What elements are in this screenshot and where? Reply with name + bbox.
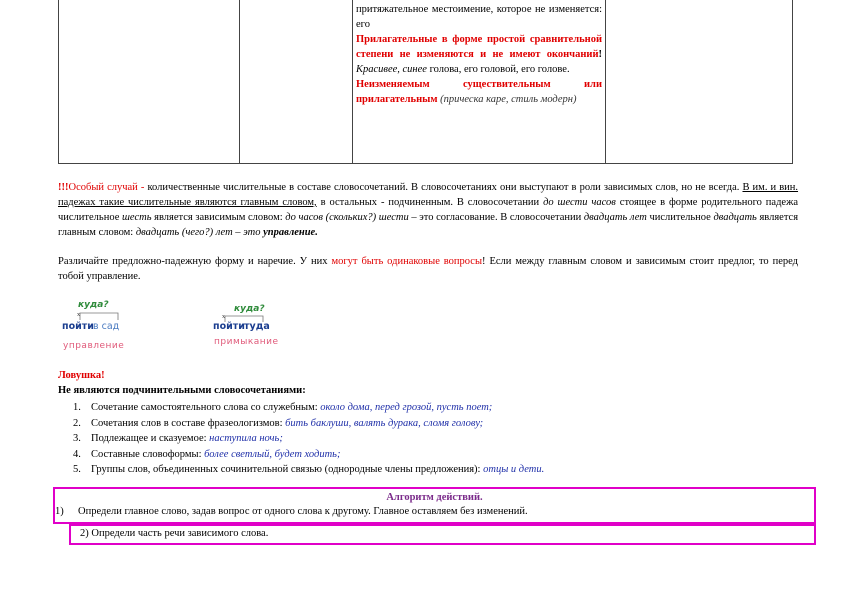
- special-case-title: Особый случай -: [68, 182, 145, 193]
- step-text: Определи главное слово, задав вопрос от одного слова к другому. Главное оставляем без изменений.: [78, 506, 528, 517]
- cross-mark: x: [77, 312, 80, 318]
- example-1: до шести часов: [543, 197, 616, 208]
- special-text-2: в остальных - подчиненным. В словосочетании: [320, 197, 540, 208]
- exclamation-marks: !!!: [58, 182, 69, 193]
- question-label: куда?: [78, 300, 109, 310]
- example-5: двадцать: [713, 212, 757, 223]
- table-cell-1: [59, 0, 240, 164]
- list-item: [58, 462, 798, 478]
- table-cell-3: [353, 0, 606, 164]
- trap-list: [58, 400, 798, 478]
- step-number: 2): [80, 528, 89, 539]
- cell-paren: (прическа каре, стиль модерн): [440, 94, 577, 105]
- example-2: шесть: [122, 212, 152, 223]
- trap-section: [58, 368, 306, 398]
- cell-red-rule-2: Неизменяемым существительным или прилагательным: [356, 79, 602, 105]
- special-text-1: количественные числительные в составе словосочетаний. В словосочетаниях они выступают в роли зависимых слов, но не всегда.: [147, 182, 740, 193]
- cell-red-rule: Прилагательные в форме простой сравнительной степени не изменяются и не имеют окончаний: [356, 34, 602, 60]
- list-item: [58, 400, 798, 416]
- cell-examples: Красивее, синее: [356, 64, 427, 75]
- special-text-5: – это согласование. В словосочетании: [411, 212, 582, 223]
- example-7: управление.: [263, 227, 318, 238]
- relation-label: примыкание: [214, 337, 279, 347]
- list-item: [58, 416, 798, 432]
- preposition-paragraph: [58, 254, 798, 284]
- algorithm-box: [53, 487, 816, 524]
- special-text-3: стоящее в форме родительного падежа числительное: [58, 197, 798, 223]
- special-case-paragraph: [58, 180, 798, 240]
- item-number: 3.: [73, 433, 81, 445]
- main-word: пойти: [62, 321, 94, 332]
- item-number: 1.: [73, 402, 81, 413]
- table-row: [59, 0, 793, 164]
- item-number: 2.: [73, 417, 81, 429]
- main-word: пойти: [213, 321, 245, 332]
- preposition-red: могут быть одинаковые вопросы: [331, 256, 483, 267]
- algorithm-step-1: [55, 505, 814, 519]
- item-text: Сочетания слов в составе фразеологизмов:: [91, 417, 283, 429]
- special-text-4: является зависимым словом:: [154, 212, 283, 223]
- item-example: бить баклуши, валять дурака, сломя голову;: [285, 417, 484, 429]
- question-label: куда?: [234, 304, 265, 314]
- item-example: отцы и дети.: [483, 464, 545, 476]
- grammar-table: [58, 0, 793, 164]
- item-text: Составные словоформы:: [91, 448, 202, 460]
- example-3: до часов (скольких?) шести: [285, 212, 409, 223]
- preposition-text-2: ! Если между главным словом и зависимым стоит предлог, то перед тобой управление.: [58, 256, 798, 282]
- item-example: около дома, перед грозой, пусть поет;: [320, 402, 493, 413]
- special-text-7: является главным словом:: [58, 212, 799, 238]
- diagram-adjoining: [211, 300, 291, 355]
- cell-tail: голова, его головой, его голове.: [429, 64, 570, 75]
- example-4: двадцать лет: [583, 212, 647, 223]
- special-underlined: В им. и вин. падежах такие числительные являются главным словом,: [58, 182, 799, 208]
- table-cell-4: [606, 0, 793, 164]
- cell-excl: !: [598, 49, 602, 60]
- item-text: Группы слов, объединенных сочинительной связью (однородные члены предложения):: [91, 464, 481, 476]
- algorithm-step-2-box: [69, 524, 816, 545]
- preposition-text-1: Различайте предложно-падежную форму и наречие. У них: [58, 256, 328, 267]
- diagram-government: [60, 300, 140, 355]
- cross-mark: x: [222, 314, 225, 320]
- step-number: 1): [55, 506, 64, 517]
- item-example: более светлый, будет ходить;: [204, 448, 341, 460]
- algorithm-title: Алгоритм действий.: [386, 492, 483, 503]
- item-example: наступила ночь;: [209, 433, 283, 445]
- list-item: [58, 431, 798, 447]
- example-6: двадцать (чего?) лет – это: [135, 227, 261, 238]
- item-number: 5.: [73, 464, 81, 476]
- dependent-word: в сад: [93, 321, 120, 332]
- item-text: Сочетание самостоятельного слова со служебным:: [91, 402, 318, 413]
- item-text: Подлежащее и сказуемое:: [91, 433, 207, 445]
- special-text-6: числительное: [649, 212, 711, 223]
- list-item: [58, 447, 798, 463]
- item-number: 4.: [73, 448, 81, 460]
- cell-text: притяжательное местоимение, которое не изменяется: его: [356, 4, 602, 30]
- table-cell-2: [240, 0, 353, 164]
- algorithm-step-2: [71, 526, 814, 541]
- dependent-word: туда: [244, 321, 270, 332]
- step-text: Определи часть речи зависимого слова.: [91, 528, 269, 539]
- trap-subtitle: Не являются подчинительными словосочетаниями:: [58, 385, 306, 396]
- relation-label: управление: [63, 341, 125, 351]
- trap-title: Ловушка!: [58, 370, 105, 381]
